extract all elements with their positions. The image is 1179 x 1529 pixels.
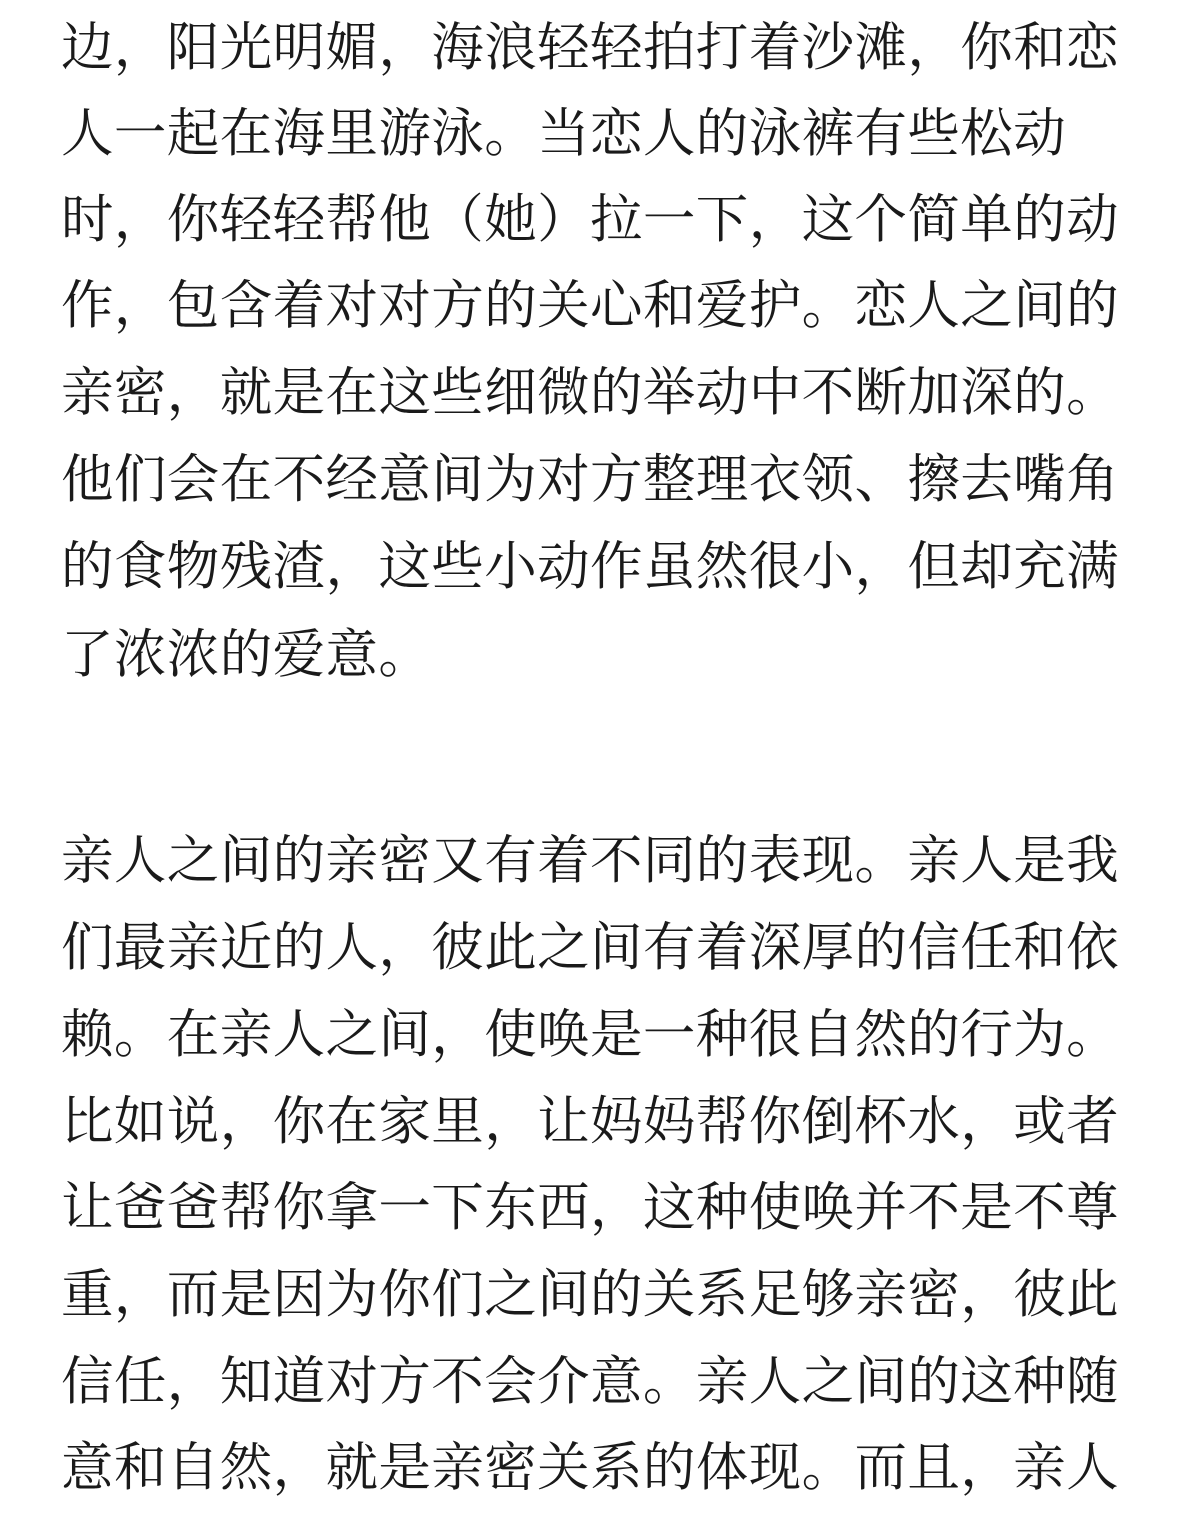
text-line: 时，你轻轻帮他（她）拉一下，这个简单的动 <box>61 189 1119 250</box>
text-line: 意和自然，就是亲密关系的体现。而且，亲人 <box>61 1437 1119 1498</box>
text-line: 重，而是因为你们之间的关系足够亲密，彼此 <box>61 1264 1119 1325</box>
text-line: 他们会在不经意间为对方整理衣领、擦去嘴角 <box>61 449 1119 510</box>
text-line: 亲人之间的亲密又有着不同的表现。亲人是我 <box>61 830 1119 891</box>
text-line: 让爸爸帮你拿一下东西，这种使唤并不是不尊 <box>61 1177 1119 1238</box>
text-line: 边，阳光明媚，海浪轻轻拍打着沙滩，你和恋 <box>61 17 1119 78</box>
text-line: 作，包含着对对方的关心和爱护。恋人之间的 <box>61 275 1119 336</box>
article-body <box>61 0 1119 1529</box>
text-line: 人一起在海里游泳。当恋人的泳裤有些松动 <box>61 103 1067 164</box>
text-line: 了浓浓的爱意。 <box>61 624 432 685</box>
text-line: 比如说，你在家里，让妈妈帮你倒杯水，或者 <box>61 1091 1119 1152</box>
text-line: 的食物残渣，这些小动作虽然很小，但却充满 <box>61 536 1119 597</box>
text-line: 信任，知道对方不会介意。亲人之间的这种随 <box>61 1351 1119 1412</box>
text-line: 亲密，就是在这些细微的举动中不断加深的。 <box>61 362 1119 423</box>
text-line: 们最亲近的人，彼此之间有着深厚的信任和依 <box>61 917 1119 978</box>
text-line: 赖。在亲人之间，使唤是一种很自然的行为。 <box>61 1004 1119 1065</box>
